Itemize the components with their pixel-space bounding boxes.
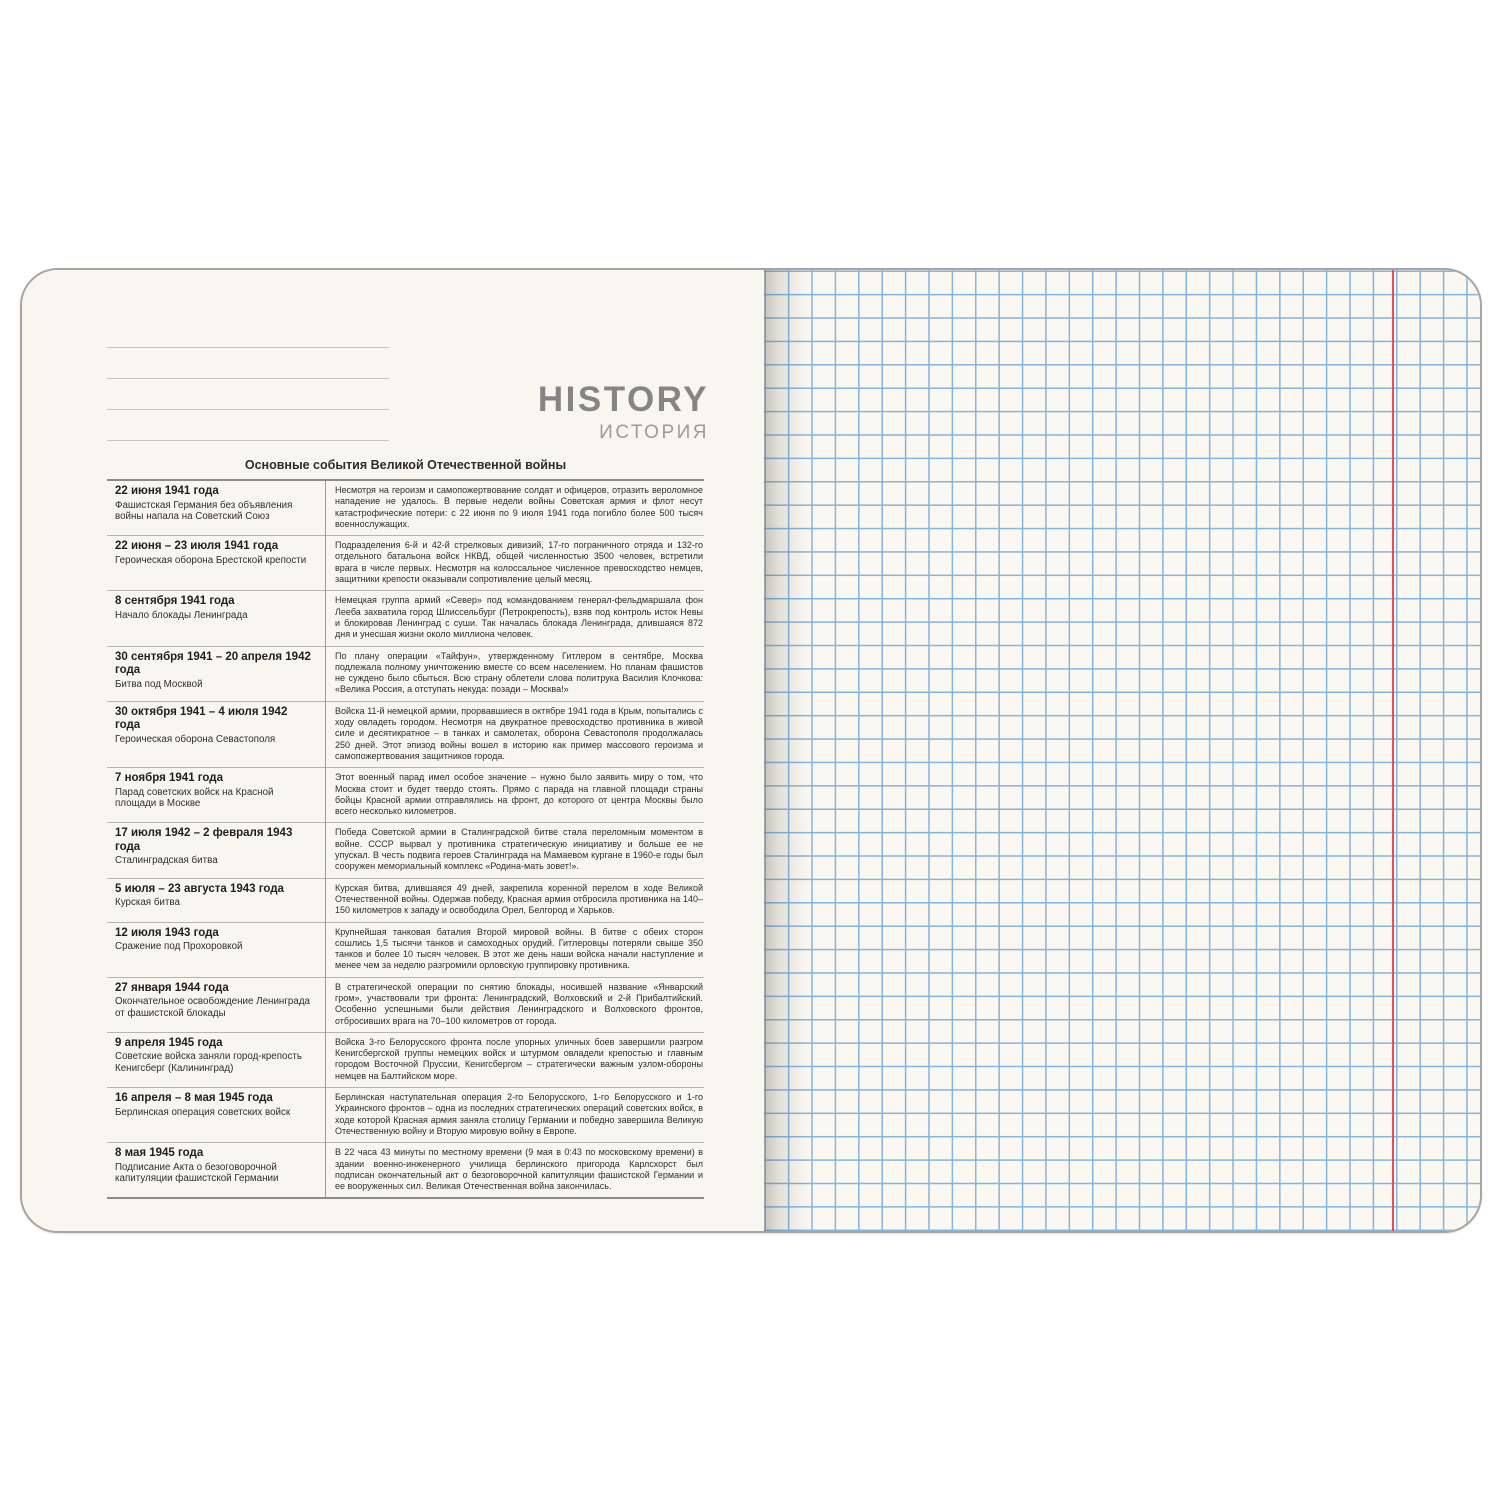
table-title: Основные события Великой Отечественной войны — [244, 458, 567, 472]
table-row — [107, 768, 704, 823]
event-description: Этот военный парад имел особое значение – нужно было заявить миру о том, что Москва стоит и будет твердо стоять. Прямо с парада на главной площади страны бойцы Красной армии отправлялись на фронт, до которого от центра Москвы было всего несколько километров. — [326, 768, 705, 823]
event-date: 9 апреля 1945 года — [115, 1036, 223, 1049]
event-name: Сталинградская битва — [115, 855, 218, 867]
left-page — [22, 270, 764, 1231]
writing-line — [107, 440, 389, 441]
red-margin-line — [1392, 270, 1394, 1231]
event-date: 22 июня – 23 июля 1941 года — [115, 540, 279, 553]
event-date: 5 июля – 23 августа 1943 года — [115, 882, 284, 895]
page-title: HISTORY — [537, 380, 709, 419]
table-row — [107, 1088, 704, 1143]
subject-title-block — [422, 382, 709, 444]
gutter-shadow — [764, 270, 810, 1231]
event-description: Берлинская наступательная операция 2-го Белорусского, 1-го Белорусского и 1-го Украинского фронтов – одна из последних стратегических операций советских войск, в ходе которой Красная армия заняла столицу Германии и победно завершила Великую Отечественную войну и Вторую мировую войну в Европе. — [326, 1088, 705, 1143]
table-row — [107, 480, 704, 536]
events-table-section — [107, 458, 704, 1199]
notebook-spread — [20, 268, 1482, 1233]
table-row — [107, 922, 704, 977]
event-name: Окончательное освобождение Ленинграда от фашистской блокады — [115, 996, 310, 1019]
writing-line — [107, 347, 389, 348]
table-row — [107, 1032, 704, 1087]
event-name: Подписание Акта о безоговорочной капитуляции фашистской Германии — [115, 1161, 279, 1185]
event-description: В стратегической операции по снятию блокады, носившей название «Январский гром», участвовали три фронта: Ленинградский, Волховский и 2-й Прибалтийский. Особенно успешными были действия Ленинградского и Волховского фронтов, отбросивших врага на 70–100 километров от города. — [326, 977, 705, 1032]
event-description: Несмотря на героизм и самопожертвование солдат и офицеров, отразить вероломное нападение не удалось. В первые недели войны Советская армия и флот несут катастрофические потери: с 22 июня по 9 июля 1941 года погибло более 500 тысяч военнослужащих. — [326, 480, 705, 536]
event-date: 7 ноября 1941 года — [115, 772, 223, 785]
event-name: Парад советских войск на Красной площади в Москве — [115, 786, 274, 810]
event-date: 8 мая 1945 года — [115, 1147, 204, 1160]
table-row — [107, 1143, 704, 1199]
event-description: По плану операции «Тайфун», утвержденному Гитлером в сентябре, Москва подлежала полному уничтожению вместе со всем населением. Но планам фашистов не суждено было сбыться. Всю страну облетели слова политрука Василия Клочкова: «Велика Россия, а отступать некуда: позади – Москва!» — [326, 646, 705, 701]
event-date: 12 июля 1943 года — [115, 926, 219, 939]
writing-line — [107, 378, 389, 379]
event-name: Курская битва — [115, 897, 180, 909]
event-date: 8 сентября 1941 года — [115, 595, 235, 608]
event-description: Войска 3-го Белорусского фронта после упорных уличных боев завершили разгром Кенигсбергской группы немецких войск и штурмом овладели крепостью и главным городом Восточной Пруссии, Кенигсбергом – стратегически важным узлом-обороны немцев на Балтийском море. — [326, 1032, 705, 1087]
table-row — [107, 878, 704, 922]
table-row — [107, 646, 704, 701]
event-name: Советские войска заняли город-крепость Кенигсберг (Калининград) — [115, 1051, 302, 1074]
event-name: Героическая оборона Севастополя — [115, 733, 276, 745]
page-subtitle: ИСТОРИЯ — [599, 421, 709, 443]
event-description: Крупнейшая танковая баталия Второй мировой войны. В битве с обеих сторон сошлись 1,5 тысячи танков и самоходных орудий. Гитлеровцы потеряли свыше 350 танков и более 10 тысяч человек. В этот же день наши войска начали наступление и менее чем за неделю разгромили орловскую группировку противника. — [326, 922, 705, 977]
table-row — [107, 591, 704, 646]
event-date: 22 июня 1941 года — [115, 485, 219, 497]
table-row — [107, 977, 704, 1032]
event-name: Начало блокады Ленинграда — [115, 609, 248, 621]
writing-line — [107, 409, 389, 410]
event-description: Курская битва, длившаяся 49 дней, закрепила коренной перелом в ходе Великой Отечественной войны. Одержав победу, Красная армия отбросила противника на 140–150 километров к западу и освободила Орел, Белгород и Харьков. — [326, 878, 705, 922]
event-description: Подразделения 6-й и 42-й стрелковых дивизий, 17-го пограничного отряда и 132-го отдельного батальона войск НКВД, общей численностью 3500 человек, встретили врага в числе первых. Несмотря на колоссальное численное превосходство немцев, защитники крепости оказывали сопротивление целый месяц. — [326, 536, 705, 591]
event-description: В 22 часа 43 минуты по местному времени (9 мая в 0:43 по московскому времени) в здании военно-инженерного училища берлинского пригорода Карлсхорст был подписан окончательный акт о безоговорочной капитуляции фашистской Германии и ее вооруженных сил. Великая Отечественная война закончилась. — [326, 1143, 705, 1199]
table-row — [107, 536, 704, 591]
event-description: Войска 11-й немецкой армии, прорвавшиеся в октябре 1941 года в Крым, попытались с ходу овладеть городом. Несмотря на двукратное превосходство противника в живой силе и десятикратное – в танках и самолетах, оборона Севастополя продолжалась 250 дней. Этот эпизод войны вошел в историю как пример массового героизма и самопожертвования защитников города. — [326, 701, 705, 767]
event-date: 27 января 1944 года — [115, 981, 229, 994]
event-name: Битва под Москвой — [115, 678, 203, 690]
events-table — [107, 479, 704, 1199]
event-name: Берлинская операция советских войск — [115, 1106, 291, 1118]
event-date: 30 октября 1941 – 4 июля 1942 года — [115, 705, 288, 732]
event-name: Сражение под Прохоровкой — [115, 941, 243, 952]
table-row — [107, 823, 704, 878]
graph-paper-page — [764, 270, 1480, 1231]
event-description: Победа Советской армии в Сталинградской битве стала переломным моментом в войне. СССР вырвал у противника стратегическую инициативу и больше ее не упускал. В честь подвига героев Сталинграда на Мамаевом кургане в 1960-е годы был сооружен мемориальный комплекс «Родина-мать зовет!». — [326, 823, 705, 878]
table-row — [107, 701, 704, 767]
event-name: Фашистская Германия без объявления войны напала на Советский Союз — [115, 499, 293, 523]
event-date: 17 июля 1942 – 2 февраля 1943 года — [115, 827, 293, 853]
event-date: 30 сентября 1941 – 20 апреля 1942 года — [115, 650, 311, 677]
event-date: 16 апреля – 8 мая 1945 года — [115, 1092, 273, 1105]
event-name: Героическая оборона Брестской крепости — [115, 554, 307, 566]
event-description: Немецкая группа армий «Север» под командованием генерал-фельдмаршала фон Лееба захватила город Шлиссельбург (Петрокрепость), взяв под контроль исток Невы и блокировав Ленинград с суши. Так началась блокада Ленинграда, длившаяся 872 дня и унесшая жизни около миллиона человек. — [326, 591, 705, 646]
